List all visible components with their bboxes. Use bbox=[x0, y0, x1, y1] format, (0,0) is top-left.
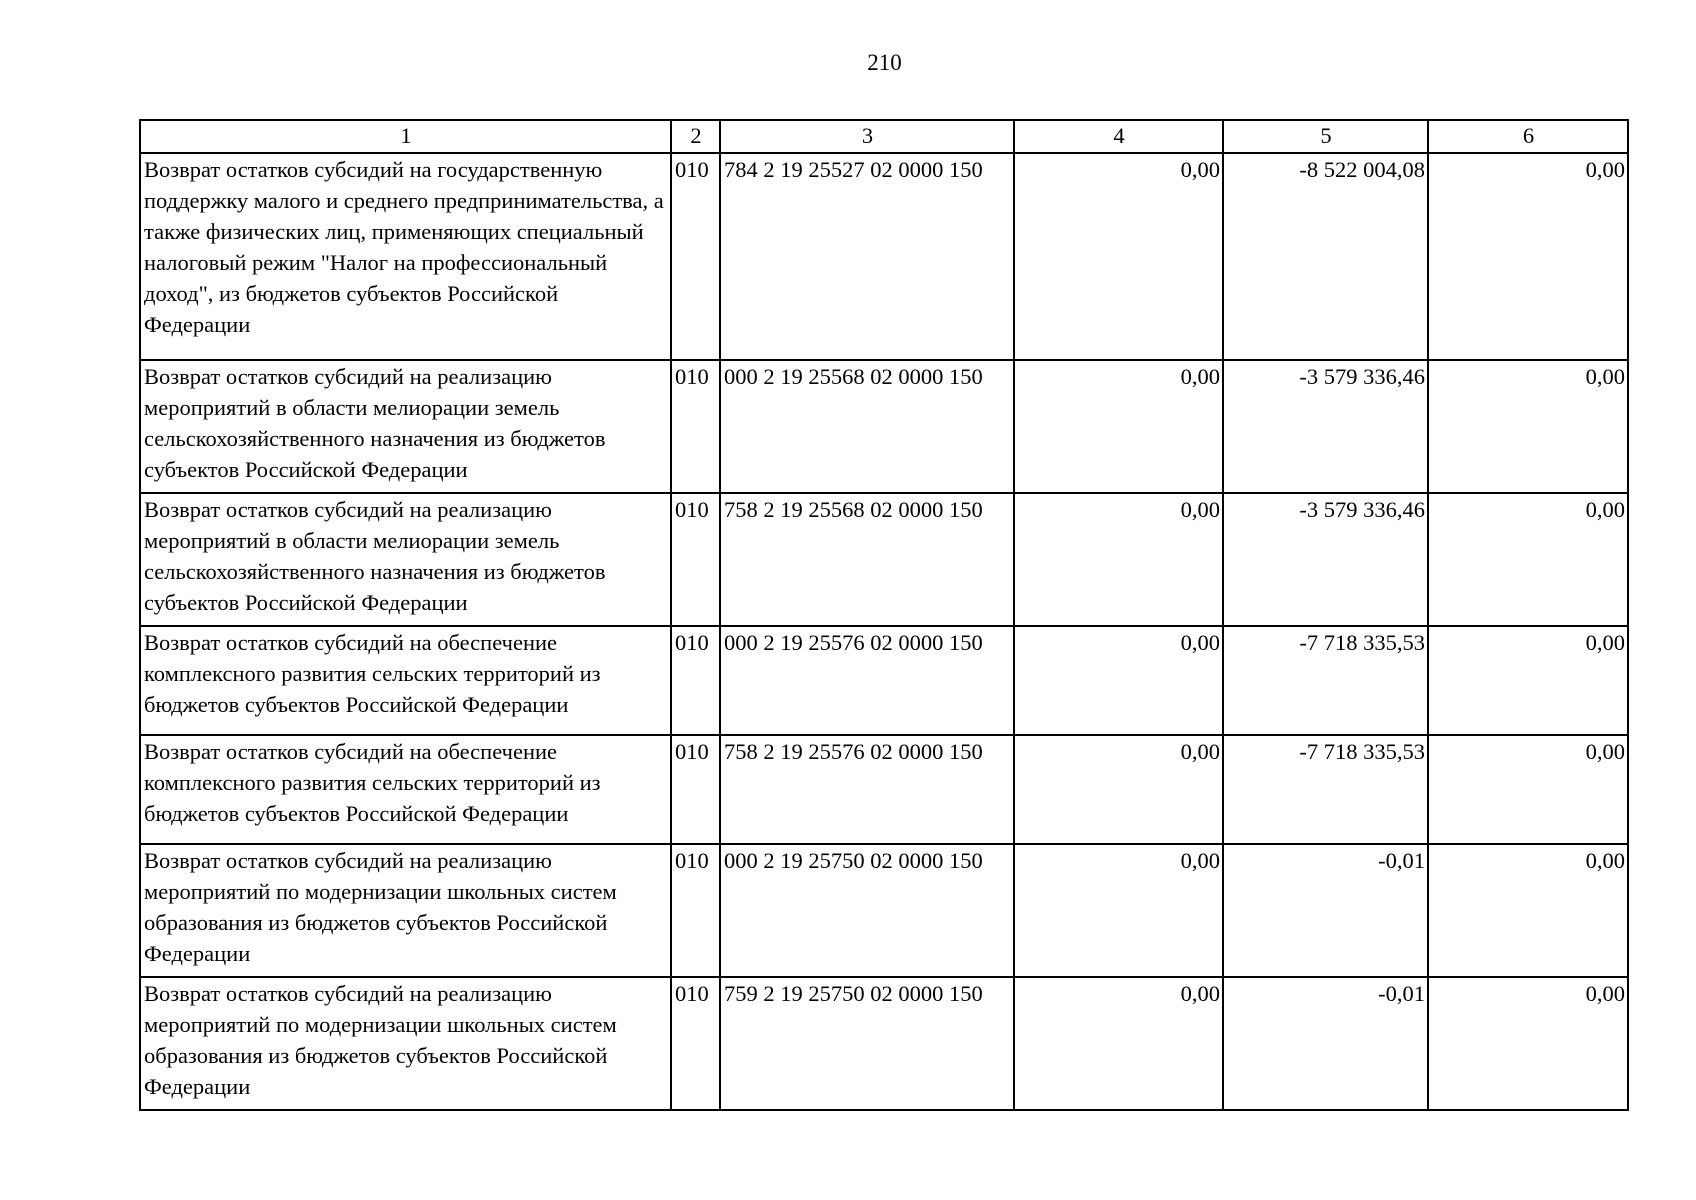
amount-col4-cell: 0,00 bbox=[1014, 735, 1223, 844]
admin-code-cell: 010 bbox=[671, 735, 720, 844]
amount-col6-cell: 0,00 bbox=[1428, 626, 1628, 735]
page-number: 210 bbox=[867, 50, 902, 75]
amount-col6-cell: 0,00 bbox=[1428, 977, 1628, 1110]
table-row bbox=[140, 493, 1628, 626]
admin-code-cell: 010 bbox=[671, 360, 720, 493]
amount-col6-cell: 0,00 bbox=[1428, 153, 1628, 360]
budget-code-cell: 000 2 19 25750 02 0000 150 bbox=[720, 844, 1014, 977]
budget-code-cell: 000 2 19 25568 02 0000 150 bbox=[720, 360, 1014, 493]
amount-col5-cell: -0,01 bbox=[1223, 977, 1428, 1110]
table-row bbox=[140, 153, 1628, 360]
amount-col5-cell: -7 718 335,53 bbox=[1223, 735, 1428, 844]
amount-col4-cell: 0,00 bbox=[1014, 626, 1223, 735]
income-name-cell: Возврат остатков субсидий на обеспечение комплексного развития сельских территорий из бюджетов субъектов Российской Федерации bbox=[140, 626, 671, 735]
income-name-cell: Возврат остатков субсидий на государственную поддержку малого и среднего предпринимательства, а также физических лиц, применяющих специальный налоговый режим "Налог на профессиональный доход", из бюджетов субъектов Российской Федерации bbox=[140, 153, 671, 360]
amount-col4-cell: 0,00 bbox=[1014, 153, 1223, 360]
column-header: 6 bbox=[1428, 120, 1628, 153]
column-header: 2 bbox=[671, 120, 720, 153]
amount-col4-cell: 0,00 bbox=[1014, 360, 1223, 493]
income-name-cell: Возврат остатков субсидий на реализацию мероприятий по модернизации школьных систем образования из бюджетов субъектов Российской Федерации bbox=[140, 844, 671, 977]
amount-col6-cell: 0,00 bbox=[1428, 735, 1628, 844]
income-name-cell: Возврат остатков субсидий на реализацию мероприятий в области мелиорации земель сельскохозяйственного назначения из бюджетов субъектов Российской Федерации bbox=[140, 360, 671, 493]
amount-col6-cell: 0,00 bbox=[1428, 493, 1628, 626]
amount-col6-cell: 0,00 bbox=[1428, 360, 1628, 493]
amount-col5-cell: -0,01 bbox=[1223, 844, 1428, 977]
amount-col5-cell: -7 718 335,53 bbox=[1223, 626, 1428, 735]
admin-code-cell: 010 bbox=[671, 626, 720, 735]
table-row bbox=[140, 360, 1628, 493]
budget-code-cell: 758 2 19 25576 02 0000 150 bbox=[720, 735, 1014, 844]
budget-code-cell: 759 2 19 25750 02 0000 150 bbox=[720, 977, 1014, 1110]
column-header: 5 bbox=[1223, 120, 1428, 153]
amount-col5-cell: -3 579 336,46 bbox=[1223, 360, 1428, 493]
table-row bbox=[140, 977, 1628, 1110]
amount-col6-cell: 0,00 bbox=[1428, 844, 1628, 977]
table-header-row bbox=[140, 120, 1628, 153]
admin-code-cell: 010 bbox=[671, 493, 720, 626]
admin-code-cell: 010 bbox=[671, 977, 720, 1110]
table-row bbox=[140, 844, 1628, 977]
admin-code-cell: 010 bbox=[671, 153, 720, 360]
table-row bbox=[140, 735, 1628, 844]
amount-col4-cell: 0,00 bbox=[1014, 493, 1223, 626]
income-name-cell: Возврат остатков субсидий на обеспечение комплексного развития сельских территорий из бюджетов субъектов Российской Федерации bbox=[140, 735, 671, 844]
column-header: 3 bbox=[720, 120, 1014, 153]
income-name-cell: Возврат остатков субсидий на реализацию мероприятий по модернизации школьных систем образования из бюджетов субъектов Российской Федерации bbox=[140, 977, 671, 1110]
amount-col5-cell: -3 579 336,46 bbox=[1223, 493, 1428, 626]
budget-code-cell: 758 2 19 25568 02 0000 150 bbox=[720, 493, 1014, 626]
admin-code-cell: 010 bbox=[671, 844, 720, 977]
amount-col4-cell: 0,00 bbox=[1014, 844, 1223, 977]
income-name-cell: Возврат остатков субсидий на реализацию мероприятий в области мелиорации земель сельскохозяйственного назначения из бюджетов субъектов Российской Федерации bbox=[140, 493, 671, 626]
budget-code-cell: 784 2 19 25527 02 0000 150 bbox=[720, 153, 1014, 360]
amount-col4-cell: 0,00 bbox=[1014, 977, 1223, 1110]
column-header: 4 bbox=[1014, 120, 1223, 153]
amount-col5-cell: -8 522 004,08 bbox=[1223, 153, 1428, 360]
budget-table bbox=[139, 119, 1629, 1111]
budget-code-cell: 000 2 19 25576 02 0000 150 bbox=[720, 626, 1014, 735]
column-header: 1 bbox=[140, 120, 671, 153]
table-row bbox=[140, 626, 1628, 735]
